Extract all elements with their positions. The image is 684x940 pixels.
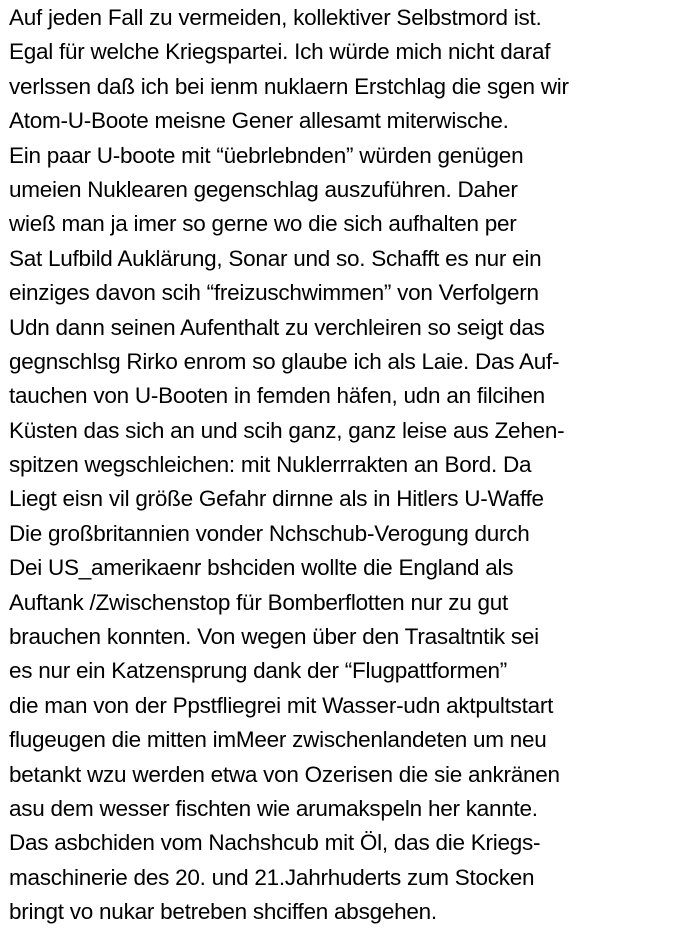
- text-line: Sat Lufbild Auklärung, Sonar und so. Schafft es nur ein: [9, 245, 542, 271]
- text-line: bringt vo nukar betreben shciffen absgehen.: [9, 899, 437, 925]
- text-line: flugeugen die mitten imMeer zwischenlandeten um neu: [9, 727, 547, 753]
- text-line: Küsten das sich an und scih ganz, ganz leise aus Zehen-: [9, 417, 565, 443]
- text-line: gegnschlsg Rirko enrom so glaube ich als Laie. Das Auf-: [9, 348, 560, 374]
- text-line: Dei US_amerikaenr bshciden wollte die England als: [9, 555, 514, 581]
- text-line: umeien Nuklearen gegenschlag auszuführen. Daher: [9, 176, 518, 202]
- text-line: maschinerie des 20. und 21.Jahrhuderts zum Stocken: [9, 864, 535, 890]
- text-line: verlssen daß ich bei ienm nuklaern Erstchlag die sgen wir: [9, 73, 569, 99]
- text-line: betankt wzu werden etwa von Ozerisen die sie ankränen: [9, 761, 560, 787]
- text-line: einziges davon scih “freizuschwimmen” von Verfolgern: [9, 280, 539, 306]
- text-line: wieß man ja imer so gerne wo die sich aufhalten per: [9, 211, 517, 237]
- document-text: [9, 1, 681, 930]
- text-line: Das asbchiden vom Nachshcub mit Öl, das die Kriegs-: [9, 830, 541, 856]
- text-line: Atom-U-Boote meisne Gener allesamt miterwische.: [9, 108, 509, 134]
- text-line: die man von der Ppstfliegrei mit Wasser-udn aktpultstart: [9, 692, 554, 718]
- text-line: Ein paar U-boote mit “üebrlebnden” würden genügen: [9, 142, 524, 168]
- text-line: tauchen von U-Booten in femden häfen, udn an filcihen: [9, 383, 545, 409]
- text-line: es nur ein Katzensprung dank der “Flugpattformen”: [9, 658, 508, 684]
- text-line: brauchen konnten. Von wegen über den Trasaltntik sei: [9, 624, 539, 650]
- text-line: Die großbritannien vonder Nchschub-Verogung durch: [9, 520, 530, 546]
- text-line: spitzen wegschleichen: mit Nuklerrrakten an Bord. Da: [9, 452, 532, 478]
- text-line: asu dem wesser fischten wie arumakspeln her kannte.: [9, 795, 538, 821]
- text-line: Udn dann seinen Aufenthalt zu verchleiren so seigt das: [9, 314, 545, 340]
- text-line: Auf jeden Fall zu vermeiden, kollektiver Selbstmord ist.: [9, 5, 542, 30]
- text-line: Liegt eisn vil größe Gefahr dirnne als in Hitlers U-Waffe: [9, 486, 544, 512]
- text-line: Auftank /Zwischenstop für Bomberflotten nur zu gut: [9, 589, 509, 615]
- text-line: Egal für welche Kriegspartei. Ich würde mich nicht daraf: [9, 39, 551, 65]
